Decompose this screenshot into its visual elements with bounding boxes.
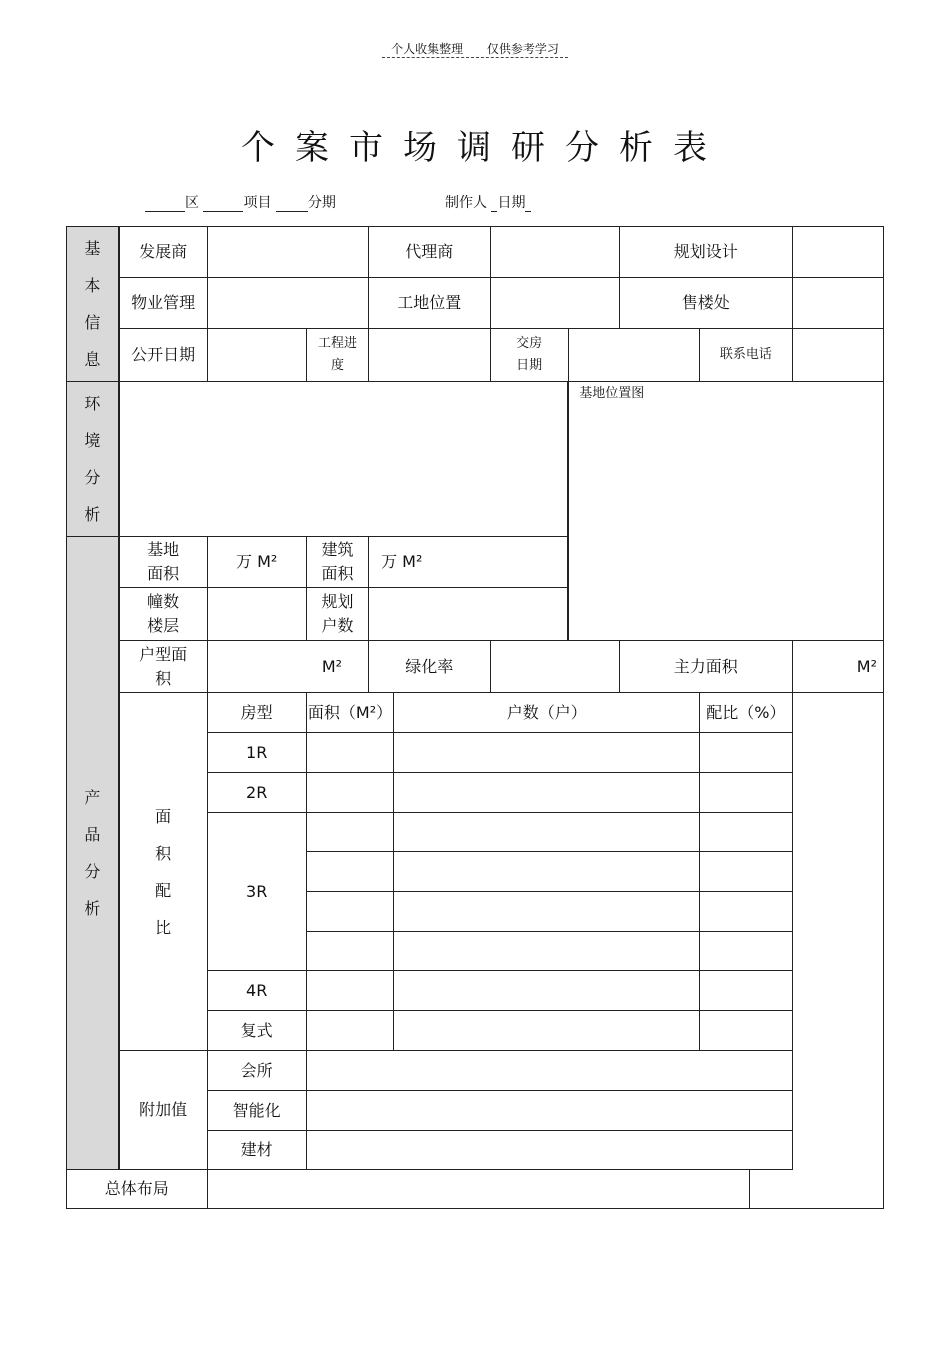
header-note-right: 仅供参考学习	[486, 42, 559, 56]
site-area-input[interactable]	[207, 537, 306, 588]
developer-label: 发展商	[119, 227, 207, 278]
ratio-percent-input[interactable]	[700, 813, 792, 852]
page-title: 个案市场调研分析表	[241, 128, 727, 168]
ratio-area-input[interactable]	[306, 733, 393, 773]
sales-office-input[interactable]	[792, 278, 883, 329]
property-mgmt-label: 物业管理	[119, 278, 207, 329]
site-map-label: 基地位置图	[579, 386, 645, 401]
agent-input[interactable]	[490, 227, 619, 278]
site-area-label: 基地面积	[119, 537, 207, 588]
contact-label: 联系电话	[700, 329, 792, 382]
ratio-area-input[interactable]	[306, 932, 393, 971]
build-area-input[interactable]	[369, 537, 569, 588]
handover-label: 交房日期	[490, 329, 568, 382]
ratio-households-input[interactable]	[394, 971, 700, 1011]
ratio-area-input[interactable]	[306, 971, 393, 1011]
meta-right	[445, 192, 531, 212]
open-date-input[interactable]	[207, 329, 306, 382]
ratio-type-3r: 3R	[207, 813, 306, 971]
env-notes-input[interactable]	[119, 382, 569, 537]
date-blank[interactable]	[525, 197, 531, 212]
households-input[interactable]	[369, 588, 569, 641]
main-area-unit: M²	[856, 656, 877, 676]
households-label: 规划户数	[306, 588, 368, 641]
project-label: 项目	[243, 195, 272, 211]
phase-blank[interactable]	[276, 197, 308, 212]
ratio-area-input[interactable]	[306, 773, 393, 813]
layout-input[interactable]	[207, 1170, 750, 1209]
buildings-input[interactable]	[207, 588, 306, 641]
ratio-households-input[interactable]	[394, 733, 700, 773]
ratio-area-input[interactable]	[306, 852, 393, 892]
header-note	[0, 40, 950, 57]
handover-input[interactable]	[568, 329, 699, 382]
agent-label: 代理商	[369, 227, 490, 278]
phase-label: 分期	[307, 195, 336, 211]
site-location-input[interactable]	[490, 278, 619, 329]
ratio-households-input[interactable]	[394, 773, 700, 813]
unit-area-unit: M²	[321, 656, 343, 676]
date-label: 日期	[497, 195, 526, 211]
sales-office-label: 售楼处	[619, 278, 792, 329]
district-label: 区	[185, 195, 199, 211]
ratio-type-duplex: 复式	[207, 1011, 306, 1051]
extras-group-label: 附加值	[119, 1051, 207, 1170]
main-area-input[interactable]	[792, 641, 883, 693]
maker-label: 制作人	[445, 195, 487, 211]
unit-area-input[interactable]	[207, 641, 369, 693]
ratio-type-1r: 1R	[207, 733, 306, 773]
meta-left	[145, 192, 336, 212]
ratio-header-ratio: 配比（%）	[700, 693, 792, 733]
property-mgmt-input[interactable]	[207, 278, 369, 329]
extra-materials-input[interactable]	[306, 1131, 792, 1170]
extra-clubhouse-label: 会所	[207, 1051, 306, 1091]
developer-input[interactable]	[207, 227, 369, 278]
ratio-area-input[interactable]	[306, 813, 393, 852]
header-note-left: 个人收集整理	[391, 42, 464, 56]
extra-smart-label: 智能化	[207, 1091, 306, 1131]
ratio-households-input[interactable]	[394, 932, 700, 971]
green-rate-input[interactable]	[490, 641, 619, 693]
section-basic: 基本信息	[67, 227, 119, 382]
ratio-group-label: 面积配比	[119, 693, 207, 1051]
progress-input[interactable]	[369, 329, 490, 382]
ratio-households-input[interactable]	[394, 813, 700, 852]
ratio-percent-input[interactable]	[700, 892, 792, 932]
layout-label: 总体布局	[67, 1170, 208, 1209]
header-divider	[382, 57, 568, 58]
ratio-type-4r: 4R	[207, 971, 306, 1011]
ratio-header-households: 户数（户）	[394, 693, 700, 733]
district-blank[interactable]	[145, 197, 185, 212]
main-area-label: 主力面积	[619, 641, 792, 693]
site-location-label: 工地位置	[369, 278, 490, 329]
unit-area-label: 户型面积	[119, 641, 207, 693]
ratio-type-2r: 2R	[207, 773, 306, 813]
ratio-percent-input[interactable]	[700, 773, 792, 813]
planning-input[interactable]	[792, 227, 883, 278]
build-area-label: 建筑面积	[306, 537, 368, 588]
extra-materials-label: 建材	[207, 1131, 306, 1170]
ratio-header-area: 面积（M²）	[306, 693, 393, 733]
open-date-label: 公开日期	[119, 329, 207, 382]
extra-clubhouse-input[interactable]	[306, 1051, 792, 1091]
ratio-header-type: 房型	[207, 693, 306, 733]
extra-smart-input[interactable]	[306, 1091, 792, 1131]
ratio-households-input[interactable]	[394, 1011, 700, 1051]
contact-input[interactable]	[792, 329, 883, 382]
section-product: 产品分析	[67, 537, 119, 1170]
ratio-households-input[interactable]	[394, 892, 700, 932]
ratio-area-input[interactable]	[306, 1011, 393, 1051]
ratio-area-input[interactable]	[306, 892, 393, 932]
planning-label: 规划设计	[619, 227, 792, 278]
build-area-unit: 万 M²	[381, 552, 423, 571]
site-map-box[interactable]	[568, 382, 883, 641]
section-env: 环境分析	[67, 382, 119, 537]
project-blank[interactable]	[203, 197, 243, 212]
ratio-percent-input[interactable]	[700, 733, 792, 773]
analysis-form	[66, 226, 884, 1209]
ratio-percent-input[interactable]	[700, 971, 792, 1011]
progress-label: 工程进度	[306, 329, 368, 382]
ratio-percent-input[interactable]	[700, 852, 792, 892]
ratio-percent-input[interactable]	[700, 1011, 792, 1051]
ratio-percent-input[interactable]	[700, 932, 792, 971]
ratio-households-input[interactable]	[394, 852, 700, 892]
site-area-unit: 万 M²	[236, 552, 278, 571]
buildings-label: 幢数楼层	[119, 588, 207, 641]
green-rate-label: 绿化率	[369, 641, 490, 693]
